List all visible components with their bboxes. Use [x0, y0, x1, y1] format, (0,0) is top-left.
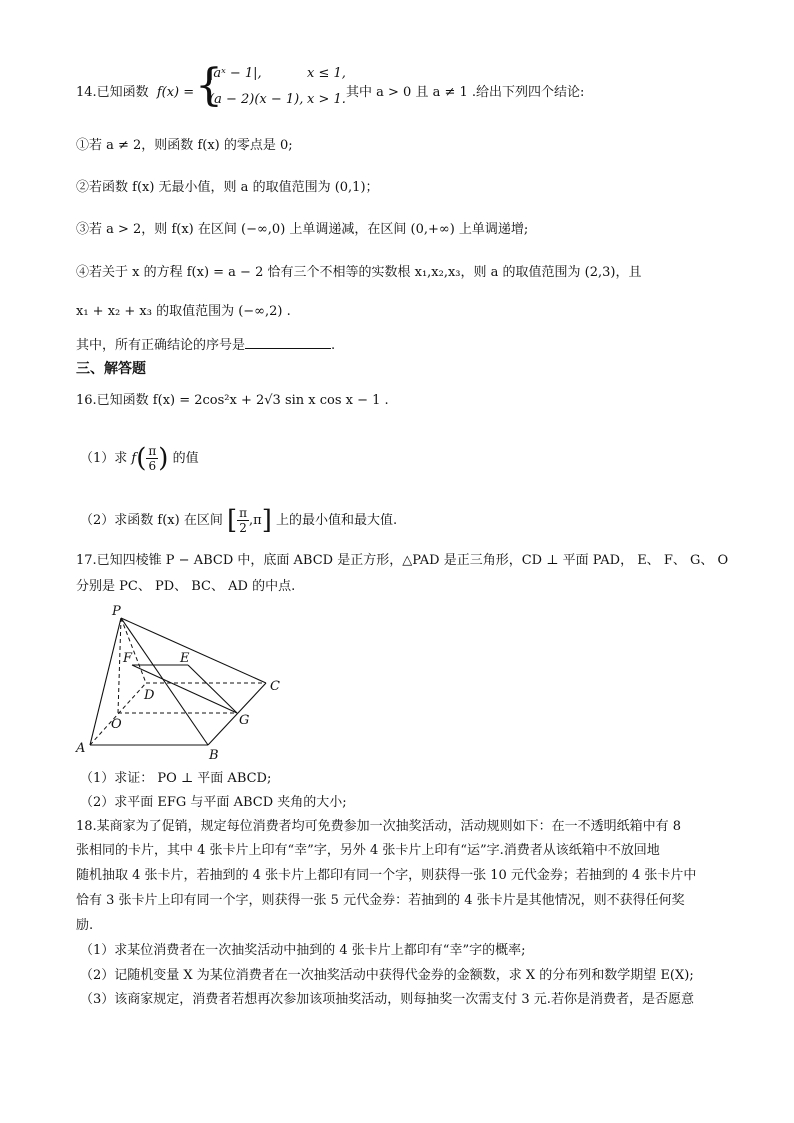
- q17-part2: （2）求平面 EFG 与平面 ABCD 夹角的大小;: [80, 795, 347, 810]
- q16-part2-post: 上的最小值和最大值.: [276, 513, 398, 528]
- frac-num: π: [239, 506, 248, 520]
- q14-question-text: 其中，所有正确结论的序号是: [76, 338, 246, 353]
- edge-AD: [90, 683, 146, 745]
- q14-tail: 其中 a > 0 且 a ≠ 1 .给出下列四个结论:: [346, 85, 585, 100]
- left-brace: {: [195, 60, 223, 111]
- q14-intro-text: 14.已知函数: [76, 85, 149, 100]
- q16-part2-pre: （2）求函数 f(x) 在区间: [80, 513, 223, 528]
- q17-stem-1: 17.已知四棱锥 P − ABCD 中，底面 ABCD 是正方形，△PAD 是正三角形，CD ⊥ 平面 PAD， E、 F、 G、 O: [76, 553, 729, 568]
- q18-part3: （3）该商家规定，消费者若想再次参加该项抽奖活动，则每抽奖一次需支付 3 元.若你是消费者，是否愿意: [80, 992, 694, 1007]
- frac-den: 6: [148, 459, 157, 473]
- label-D: D: [144, 688, 155, 703]
- q16-part1-post: 的值: [172, 451, 199, 466]
- q14-fx: f(x) =: [156, 85, 195, 100]
- q16-part1-pre: （1）求: [80, 451, 128, 466]
- q14-case1: [209, 66, 262, 81]
- q14-case1-expr: |aˣ − 1|,: [209, 66, 262, 81]
- label-E: E: [180, 651, 190, 666]
- q16-part2: （2）求函数 f(x) 在区间 [ $\frac{\pi}{2}$ ,π] 上的最小值和最大值.: [80, 505, 398, 536]
- edge-EG: [188, 665, 237, 713]
- interval-end: ,π: [249, 513, 262, 528]
- frac-num: π: [148, 444, 157, 458]
- q14-question-end: .: [331, 338, 336, 353]
- label-P: P: [112, 604, 121, 619]
- q18-line1: 18.某商家为了促销，规定每位消费者均可免费参加一次抽奖活动，活动规则如下：在一不透明纸箱中有 8: [76, 819, 682, 834]
- section-heading: 三、解答题: [76, 361, 146, 377]
- label-C: C: [270, 679, 280, 694]
- q18-line4: 恰有 3 张卡片上印有同一个字，则获得一张 5 元代金券：若抽到的 4 张卡片是其他情况，则不获得任何奖: [76, 893, 685, 908]
- q14-intro: [76, 84, 194, 102]
- q14-question: [76, 336, 335, 355]
- q18-line5: 励.: [76, 918, 94, 933]
- edge-PO: [118, 618, 121, 713]
- q14-conclusion-4b: x₁ + x₂ + x₃ 的取值范围为 (−∞,2) .: [76, 304, 291, 319]
- label-O: O: [111, 717, 122, 732]
- label-B: B: [209, 748, 219, 762]
- q14-conclusion-2: ②若函数 f(x) 无最小值，则 a 的取值范围为 (0,1)；: [76, 180, 379, 195]
- q17-part1: （1）求证： PO ⊥ 平面 ABCD;: [80, 771, 272, 786]
- q14-conclusion-1: ①若 a ≠ 2，则函数 f(x) 的零点是 0;: [76, 138, 293, 153]
- q18-line2: 张相同的卡片，其中 4 张卡片上印有“幸”字，另外 4 张卡片上印有“运”字.消费者从该纸箱中不放回地: [76, 843, 660, 858]
- label-A: A: [76, 741, 86, 756]
- fraction-pi-6: [146, 444, 158, 473]
- q16-stem: 16.已知函数 f(x) = 2cos²x + 2√3 sin x cos x − 1 .: [76, 393, 389, 408]
- q16-part1: （1）求 f( $\frac{\pi}{6}$ ) 的值: [80, 443, 199, 474]
- q14-case2-cond: x > 1.: [307, 92, 346, 107]
- fraction-pi-2: [237, 506, 249, 535]
- q14-piecewise: [195, 62, 345, 114]
- edge-BC: [208, 683, 266, 745]
- q17-stem-2: 分别是 PC、 PD、 BC、 AD 的中点.: [76, 579, 296, 594]
- q14-conclusion-3: ③若 a > 2，则 f(x) 在区间 (−∞,0) 上单调递减，在区间 (0,+∞) 上单调递增;: [76, 222, 529, 237]
- q14-conclusion-4a: ④若关于 x 的方程 f(x) = a − 2 恰有三个不相等的实数根 x₁,x₂,x₃，则 a 的取值范围为 (2,3)，且: [76, 265, 642, 280]
- q18-part2: （2）记随机变量 X 为某位消费者在一次抽奖活动中获得代金券的金额数，求 X 的分布列和数学期望 E(X);: [80, 968, 694, 983]
- q18-part1: （1）求某位消费者在一次抽奖活动中抽到的 4 张卡片上都印有“幸”字的概率;: [80, 943, 526, 958]
- pyramid-figure: [70, 600, 300, 762]
- q16-part1-f: f: [131, 451, 137, 466]
- label-G: G: [239, 713, 250, 728]
- q14-case2-expr: (a − 2)(x − 1),: [209, 92, 304, 107]
- answer-blank[interactable]: [245, 336, 331, 349]
- frac-den: 2: [239, 521, 247, 535]
- q18-line3: 随机抽取 4 张卡片，若抽到的 4 张卡片上都印有同一个字，则获得一张 10 元代金券；若抽到的 4 张卡片中: [76, 868, 697, 883]
- label-F: F: [123, 651, 133, 666]
- q14-case1-cond: x ≤ 1,: [307, 66, 346, 81]
